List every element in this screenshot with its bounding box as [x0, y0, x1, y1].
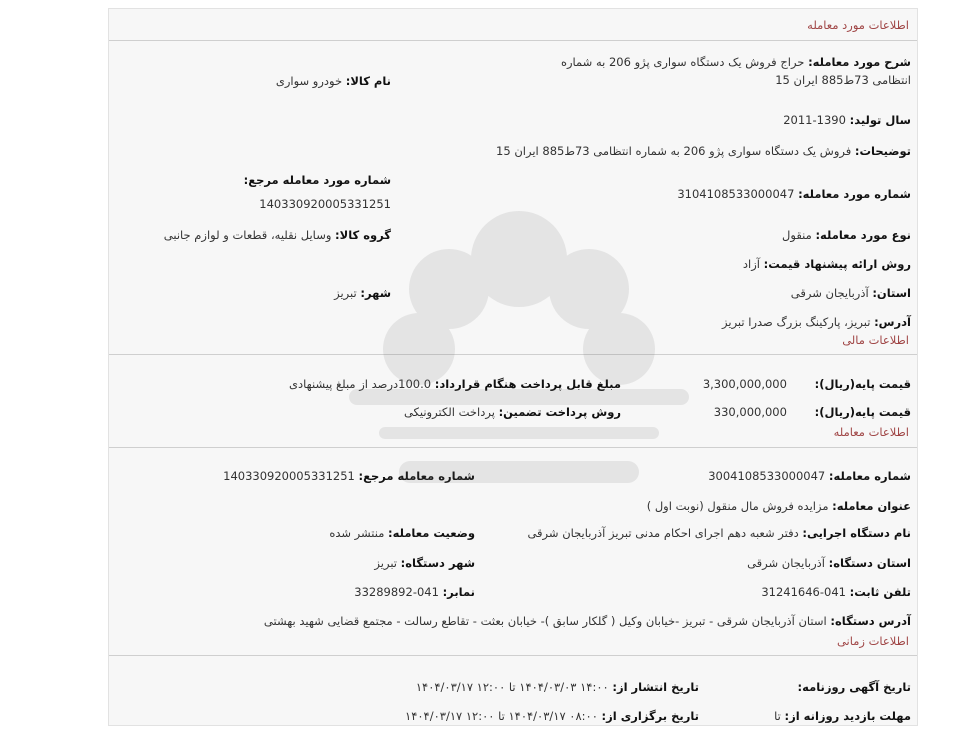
payable-label: مبلغ قابل پرداخت هنگام قرارداد: — [434, 377, 621, 391]
city — [334, 284, 391, 302]
pricing-method — [743, 255, 911, 273]
deal-number-label: شماره مورد معامله: — [798, 187, 911, 201]
transaction-number-value: 3004108533000047 — [708, 469, 826, 483]
hold-date-label: تاریخ برگزاری از: — [601, 709, 699, 723]
org-city-value: تبریز — [374, 556, 397, 570]
org-fax-value: 041-33289892 — [354, 585, 439, 599]
base-price-label: قیمت پایه(ریال): — [814, 377, 911, 391]
transaction-ref-value: 140330920005331251 — [223, 469, 355, 483]
org-phone-label: تلفن ثابت: — [849, 585, 911, 599]
guarantee-payment-method — [404, 403, 621, 421]
section-divider — [109, 655, 917, 656]
address — [722, 313, 911, 331]
production-year — [783, 111, 911, 129]
daily-visit — [774, 707, 911, 725]
transaction-title — [647, 497, 911, 515]
deal-notes — [496, 142, 911, 160]
deal-description-label: شرح مورد معامله: — [808, 55, 911, 69]
address-label: آدرس: — [874, 315, 911, 329]
deal-type — [782, 226, 911, 244]
city-value: تبریز — [334, 286, 357, 300]
executive-org-value: دفتر شعبه دهم اجرای احکام مدنی تبریز آذربایجان شرقی — [527, 526, 799, 540]
production-year-value: 1390-2011 — [783, 113, 846, 127]
auction-details-panel — [108, 8, 918, 726]
executive-org-label: نام دستگاه اجرایی: — [802, 526, 911, 540]
daily-visit-label: مهلت بازدید روزانه از: — [784, 709, 911, 723]
base-price-guarantee — [714, 403, 911, 421]
transaction-number — [708, 467, 911, 485]
province-value: آذربایجان شرقی — [790, 286, 869, 300]
transaction-title-label: عنوان معامله: — [832, 499, 911, 513]
section-divider — [109, 40, 917, 41]
section-title-deal-info: اطلاعات مورد معامله — [807, 18, 909, 32]
goods-group-label: گروه کالا: — [335, 228, 391, 242]
base-price-guarantee-value: 330,000,000 — [713, 405, 787, 419]
section-divider — [109, 354, 917, 355]
daily-visit-value: تا — [774, 709, 781, 723]
newspaper-date — [798, 678, 911, 696]
org-address-label: آدرس دستگاه: — [830, 614, 911, 628]
goods-name-label: نام کالا: — [345, 74, 391, 88]
org-province-value: آذربایجان شرقی — [747, 556, 825, 570]
goods-group — [164, 226, 391, 244]
deal-type-label: نوع مورد معامله: — [815, 228, 911, 242]
deal-description-value: حراج فروش یک دستگاه سواری پژو 206 به شماره انتظامی 73ط885 ایران 15 — [560, 55, 911, 87]
base-price-guarantee-label: قیمت پایه(ریال): — [814, 405, 911, 419]
section-divider — [109, 447, 917, 448]
production-year-label: سال تولید: — [849, 113, 911, 127]
goods-group-value: وسایل نقلیه، قطعات و لوازم جانبی — [163, 228, 332, 242]
address-value: تبریز، پارکینگ بزرگ صدرا تبریز — [722, 315, 871, 329]
org-phone-value: 041-31241646 — [761, 585, 846, 599]
goods-name — [276, 72, 391, 90]
hold-date — [405, 707, 699, 725]
city-label: شهر: — [360, 286, 391, 300]
deal-number-value: 3104108533000047 — [677, 187, 795, 201]
section-title-timing: اطلاعات زمانی — [836, 634, 909, 648]
hold-date-value: ۰۸:۰۰ ۱۴۰۴/۰۳/۱۷ تا ۱۲:۰۰ ۱۴۰۴/۰۳/۱۷ — [405, 709, 598, 723]
deal-description — [549, 53, 911, 89]
ref-deal-number-value: 140330920005331251 — [259, 197, 391, 211]
org-city — [374, 554, 475, 572]
section-title-financial: اطلاعات مالی — [842, 333, 909, 347]
transaction-status-value: منتشر شده — [329, 526, 385, 540]
org-province-label: استان دستگاه: — [828, 556, 911, 570]
deal-number — [677, 185, 911, 203]
transaction-title-value: مزایده فروش مال منقول (نوبت اول ) — [646, 499, 829, 513]
goods-name-value: خودرو سواری — [275, 74, 343, 88]
deal-type-value: منقول — [782, 228, 812, 242]
deal-notes-label: توضیحات: — [854, 144, 911, 158]
org-address-value: استان آذربایجان شرقی - تبریز -خیابان وکیل ( گلکار سابق )- خیابان بعثت - تقاطع رسالت - مجتمع قضایی شهید بهشتی — [263, 614, 827, 628]
org-fax — [354, 583, 475, 601]
publish-date-label: تاریخ انتشار از: — [612, 680, 699, 694]
org-address — [264, 612, 911, 630]
transaction-number-label: شماره معامله: — [828, 469, 911, 483]
publish-date — [416, 678, 699, 696]
payable-at-contract — [289, 375, 621, 393]
section-title-transaction: اطلاعات معامله — [833, 425, 909, 439]
province-label: استان: — [872, 286, 911, 300]
deal-notes-value: فروش یک دستگاه سواری پژو 206 به شماره انتظامی 73ط885 ایران 15 — [496, 144, 852, 158]
publish-date-value: ۱۴:۰۰ ۱۴۰۴/۰۳/۰۳ تا ۱۲:۰۰ ۱۴۰۴/۰۳/۱۷ — [415, 680, 609, 694]
transaction-status-label: وضعیت معامله: — [388, 526, 475, 540]
newspaper-date-label: تاریخ آگهی روزنامه: — [797, 680, 911, 694]
guarantee-method-value: پرداخت الکترونیکی — [403, 405, 495, 419]
org-phone — [761, 583, 911, 601]
base-price — [703, 375, 911, 393]
province — [791, 284, 911, 302]
base-price-value: 3,300,000,000 — [702, 377, 787, 391]
org-fax-label: نمابر: — [442, 585, 475, 599]
transaction-ref-number — [223, 467, 475, 485]
org-city-label: شهر دستگاه: — [400, 556, 475, 570]
transaction-ref-label: شماره معامله مرجع: — [358, 469, 475, 483]
pricing-method-label: روش ارائه پیشنهاد قیمت: — [763, 257, 911, 271]
payable-value: 100.0درصد از مبلغ پیشنهادی — [289, 377, 432, 391]
executive-org — [527, 524, 911, 542]
org-province — [747, 554, 911, 572]
ref-deal-number-label-wrap — [244, 171, 391, 189]
guarantee-method-label: روش پرداخت تضمین: — [498, 405, 621, 419]
ref-deal-number-value-wrap — [259, 195, 391, 213]
ref-deal-number-label: شماره مورد معامله مرجع: — [243, 173, 391, 187]
pricing-method-value: آزاد — [742, 257, 760, 271]
transaction-status — [329, 524, 475, 542]
